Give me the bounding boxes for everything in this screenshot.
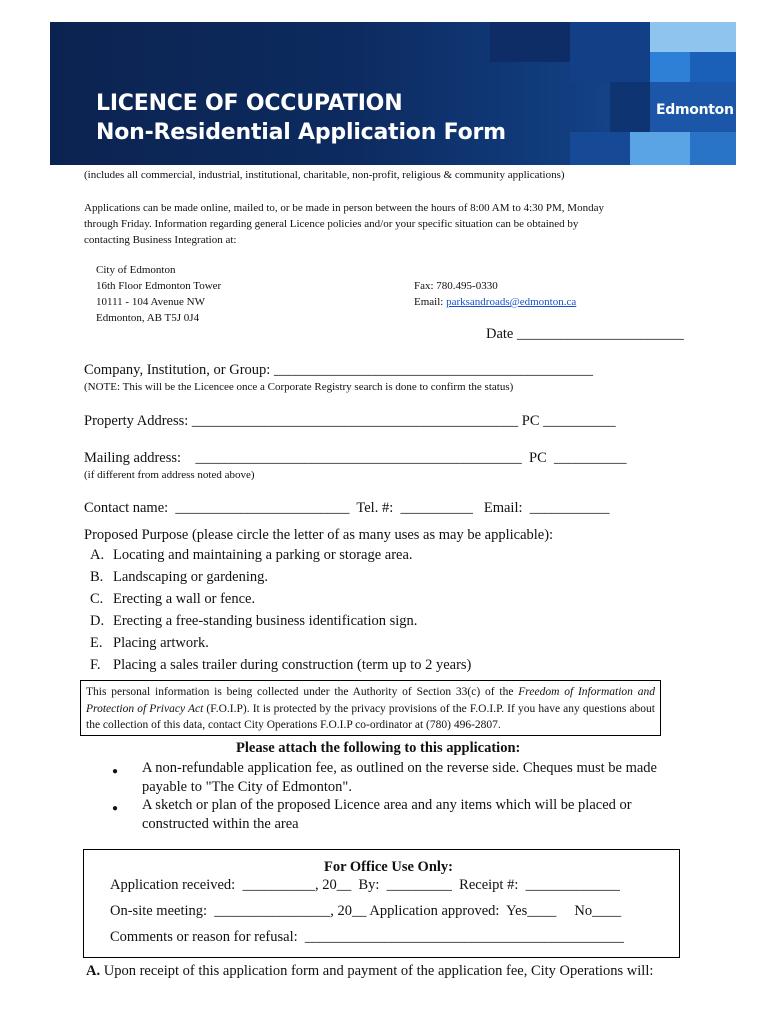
attach-sketch-line1: A sketch or plan of the proposed Licence area and any items which will be placed or	[142, 797, 632, 813]
bullet-icon: ●	[112, 803, 119, 814]
company-field[interactable]: Company, Institution, or Group: ____________________________________________	[84, 362, 593, 378]
option-text: Erecting a free-standing business identification sign.	[113, 613, 418, 629]
purpose-option-b[interactable]	[90, 569, 268, 586]
header-banner	[50, 22, 736, 165]
privacy-act-name: Freedom of Information and Protection of Privacy Act	[86, 686, 655, 715]
banner-tile	[690, 132, 736, 165]
attach-heading: Please attach the following to this application:	[236, 740, 521, 756]
property-address-field[interactable]: Property Address: _____________________________________________ PC __________	[84, 413, 616, 429]
option-letter: A.	[90, 547, 105, 563]
footer-text: Upon receipt of this application form and payment of the application fee, City Operations will:	[100, 963, 654, 979]
option-text: Landscaping or gardening.	[113, 569, 269, 585]
email-row	[414, 294, 576, 310]
address-line-3: 10111 - 104 Avenue NW	[96, 296, 205, 308]
intro-line-3: contacting Business Integration at:	[84, 234, 237, 246]
attach-fee-line2: payable to "The City of Edmonton".	[142, 779, 352, 795]
attach-sketch-line2: constructed within the area	[142, 816, 299, 832]
banner-tile	[630, 132, 690, 165]
bullet-icon: ●	[112, 766, 119, 777]
option-letter: B.	[90, 569, 104, 585]
banner-tile	[490, 22, 570, 62]
footer-letter: A.	[86, 963, 101, 979]
intro-line-1: Applications can be made online, mailed to, or be made in person between the hours of 8:00 AM to 4:30 PM, Monday	[84, 202, 604, 214]
option-text: Locating and maintaining a parking or storage area.	[113, 547, 413, 563]
option-letter: E.	[90, 635, 103, 651]
purpose-option-d[interactable]	[90, 613, 417, 630]
privacy-text-2: (F.O.I.P). It is protected by the privacy provisions of the F.O.I.P. If you have any questions about the collection of this data, contact City Operations F.O.I.P co-ordinator at (780) 496-2807.	[86, 702, 655, 731]
form-subtitle: (includes all commercial, industrial, institutional, charitable, non-profit, religious & community applications)	[84, 169, 565, 181]
banner-tile	[610, 82, 650, 132]
option-text: Placing artwork.	[113, 635, 209, 651]
banner-tile	[650, 22, 736, 52]
purpose-option-e[interactable]	[90, 635, 209, 652]
office-heading: For Office Use Only:	[324, 859, 453, 875]
date-field[interactable]: Date _______________________	[486, 326, 684, 342]
onsite-meeting-field[interactable]: On-site meeting: ________________, 20__ Application approved: Yes____ No____	[110, 903, 622, 919]
attach-fee-line1: A non-refundable application fee, as outlined on the reverse side. Cheques must be made	[142, 760, 657, 776]
option-letter: F.	[90, 657, 101, 673]
mailing-note: (if different from address noted above)	[84, 469, 255, 481]
fax-number: Fax: 780.495-0330	[414, 280, 498, 292]
form-title-line2: Non-Residential Application Form	[96, 120, 506, 145]
address-line-4: Edmonton, AB T5J 0J4	[96, 312, 200, 324]
form-title-line1: LICENCE OF OCCUPATION	[96, 91, 403, 116]
company-note: (NOTE: This will be the Licencee once a Corporate Registry search is done to confirm the status)	[84, 381, 514, 393]
purpose-option-a[interactable]	[90, 547, 413, 564]
intro-line-2: through Friday. Information regarding general Licence policies and/or your specific situation can be obtained by	[84, 218, 579, 230]
option-text: Placing a sales trailer during construction (term up to 2 years)	[113, 657, 472, 673]
banner-tile	[690, 52, 736, 82]
option-letter: C.	[90, 591, 104, 607]
edmonton-logo: Edmonton	[656, 102, 734, 118]
privacy-text-1: This personal information is being collected under the Authority of Section 33(c) of the	[86, 686, 519, 698]
option-text: Erecting a wall or fence.	[113, 591, 256, 607]
option-letter: D.	[90, 613, 105, 629]
address-line-2: 16th Floor Edmonton Tower	[96, 280, 222, 292]
contact-field[interactable]: Contact name: ________________________ Tel. #: __________ Email: ___________	[84, 500, 610, 516]
banner-tile	[650, 52, 690, 82]
banner-tile	[570, 132, 630, 165]
application-received-field[interactable]: Application received: __________, 20__ By: _________ Receipt #: _____________	[110, 877, 620, 893]
email-link[interactable]: parksandroads@edmonton.ca	[446, 296, 577, 308]
comments-field[interactable]: Comments or reason for refusal: ____________________________________________	[110, 929, 624, 945]
office-use-box	[83, 849, 680, 958]
banner-tile	[570, 22, 650, 82]
purpose-heading: Proposed Purpose (please circle the letter of as many uses as may be applicable):	[84, 527, 554, 543]
email-label: Email:	[414, 296, 447, 308]
mailing-address-field[interactable]: Mailing address: _____________________________________________ PC __________	[84, 450, 627, 466]
footer-line	[86, 963, 653, 980]
address-line-1: City of Edmonton	[96, 264, 176, 276]
purpose-option-c[interactable]	[90, 591, 255, 608]
privacy-notice	[80, 680, 661, 736]
purpose-option-f[interactable]	[90, 657, 471, 674]
